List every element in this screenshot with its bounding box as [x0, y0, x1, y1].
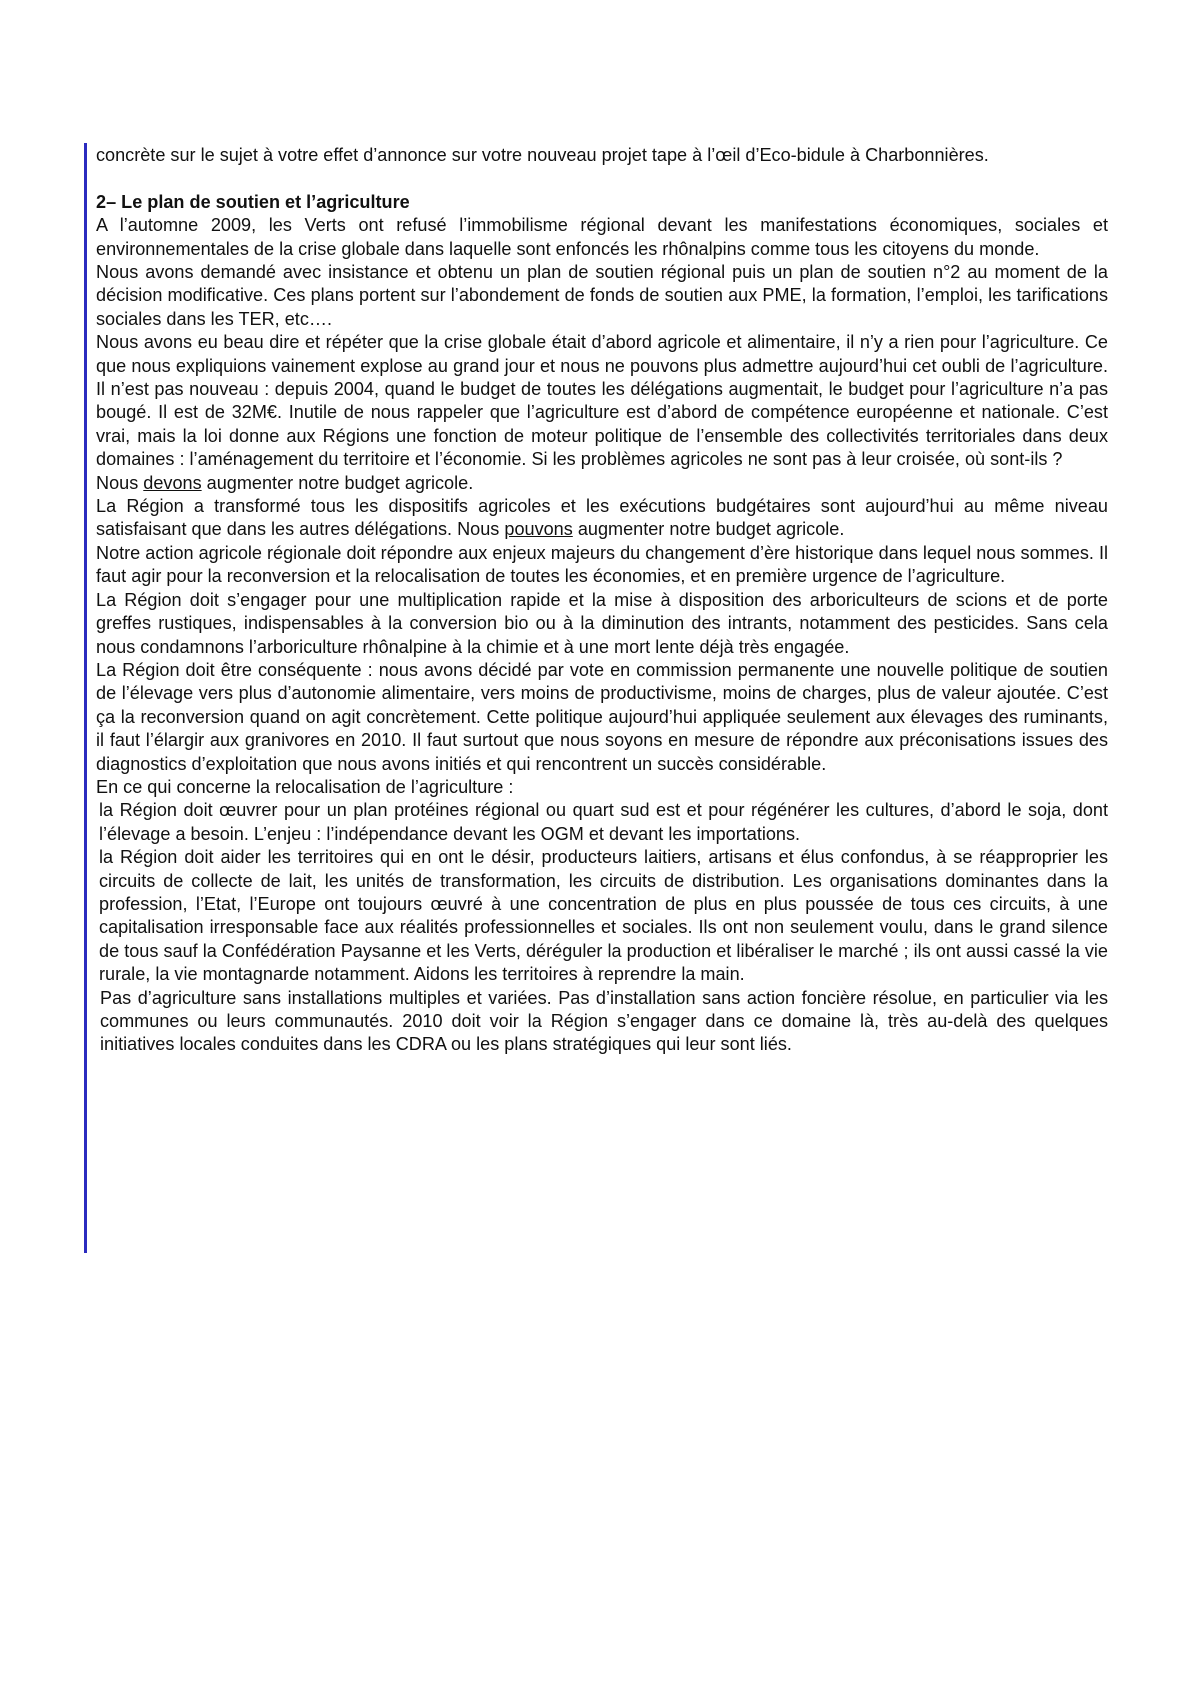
paragraph-installations: Pas d’agriculture sans installations multiples et variées. Pas d’installation sans action foncière résolue, en particulier via les communes ou leurs communautés. 2010 doit voir la Région s’engager dans ce domaine là, très au-delà des quelques initiatives locales conduites dans les CDRA ou les plans stratégiques qui leur sont liés.	[100, 987, 1108, 1055]
blank-line	[96, 167, 1108, 190]
paragraph-arboriculture: La Région doit s’engager pour une multiplication rapide et la mise à disposition des arboriculteurs de scions et de porte greffes rustiques, indispensables à la conversion bio ou à la diminution des intrants, notamment des pesticides. Sans cela nous condamnons l’arboriculture rhônalpine à la chimie et à une mort lente déjà très engagée.	[96, 589, 1108, 657]
paragraph-livestock: La Région doit être conséquente : nous avons décidé par vote en commission permanente une nouvelle politique de soutien de l’élevage vers plus d’autonomie alimentaire, vers moins de productivisme, moins de charges, plus de valeur ajoutée. C’est ça la reconversion quand on agit concrètement. Cette politique aujourd’hui appliquée seulement aux élevages des ruminants, il faut l’élargir aux granivores en 2010. Il faut surtout que nous soyons en mesure de répondre aux préconisations issues des diagnostics d’exploitation que nous avons initiés et qui rencontrent un succès considérable.	[96, 659, 1108, 774]
text-run: augmenter notre budget agricole.	[572, 519, 845, 540]
section-heading: 2– Le plan de soutien et l’agriculture	[96, 191, 410, 212]
paragraph-autumn-2009: A l’automne 2009, les Verts ont refusé l’immobilisme régional devant les manifestations économiques, sociales et environnementales de la crise globale dans laquelle sont enfoncés les rhônalpins comme tous les citoyens du monde.	[96, 215, 1108, 259]
paragraph-must-increase	[96, 472, 1108, 495]
text-run: Nous	[96, 472, 144, 493]
paragraph-can-increase	[96, 495, 1108, 542]
document-body	[96, 144, 1108, 1057]
paragraph-milk-circuits: la Région doit aider les territoires qui en ont le désir, producteurs laitiers, artisans et élus confondus, à se réapproprier les circuits de collecte de lait, les unités de transformation, les circuits de distribution. Les organisations dominantes dans la profession, l’Etat, l’Europe ont toujours œuvré à une concentration de plus en plus poussée de tous ces circuits, à une capitalisation irresponsable face aux réalités professionnelles et sociales. Ils ont non seulement voulu, dans le grand silence de tous sauf la Confédération Paysanne et les Verts, déréguler la production et libéraliser le marché ; ils ont aussi cassé la vie rurale, la vie montagnarde notamment. Aidons les territoires à reprendre la main.	[99, 847, 1108, 985]
paragraph-relocalisation-intro: En ce qui concerne la relocalisation de l’agriculture :	[96, 776, 514, 797]
text-run: La Région a transformé tous les dispositifs agricoles et les exécutions budgétaires sont aujourd’hui au même niveau satisfaisant que dans les autres délégations. Nous	[96, 496, 1108, 540]
text-run: augmenter notre budget agricole.	[201, 472, 474, 493]
paragraph-protein-plan: la Région doit œuvrer pour un plan protéines régional ou quart sud est et pour régénérer les cultures, d’abord le soja, dont l’élevage a besoin. L’enjeu : l’indépendance devant les OGM et devant les importations.	[99, 800, 1108, 844]
revision-change-bar	[84, 143, 87, 1253]
paragraph-continuation: concrète sur le sujet à votre effet d’annonce sur votre nouveau projet tape à l’œil d’Eco-bidule à Charbonnières.	[96, 145, 989, 165]
underlined-word: devons	[143, 472, 202, 493]
paragraph-regional-action: Notre action agricole régionale doit répondre aux enjeux majeurs du changement d’ère historique dans lequel nous sommes. Il faut agir pour la reconversion et la relocalisation de toutes les économies, et en première urgence de l’agriculture.	[96, 542, 1108, 587]
paragraph-support-plan: Nous avons demandé avec insistance et obtenu un plan de soutien régional puis un plan de soutien n°2 au moment de la décision modificative. Ces plans portent sur l’abondement de fonds de soutien aux PME, la formation, l’emploi, les tarifications sociales dans les TER, etc….	[96, 262, 1108, 329]
paragraph-global-crisis: Nous avons eu beau dire et répéter que la crise globale était d’abord agricole et alimentaire, il n’y a rien pour l’agriculture. Ce que nous expliquions vainement explose au grand jour et nous ne pouvons plus admettre aujourd’hui cet oubli de l’agriculture. Il n’est pas nouveau : depuis 2004, quand le budget de toutes les délégations augmentait, le budget pour l’agriculture n’a pas bougé. Il est de 32M€. Inutile de nous rappeler que l’agriculture est d’abord de compétence européenne et nationale. C’est vrai, mais la loi donne aux Régions une fonction de moteur politique de l’ensemble des collectivités territoriales dans deux domaines : l’aménagement du territoire et l’économie. Si les problèmes agricoles ne sont pas à leur croisée, où sont-ils ?	[96, 332, 1108, 470]
underlined-word: pouvons	[504, 519, 573, 540]
